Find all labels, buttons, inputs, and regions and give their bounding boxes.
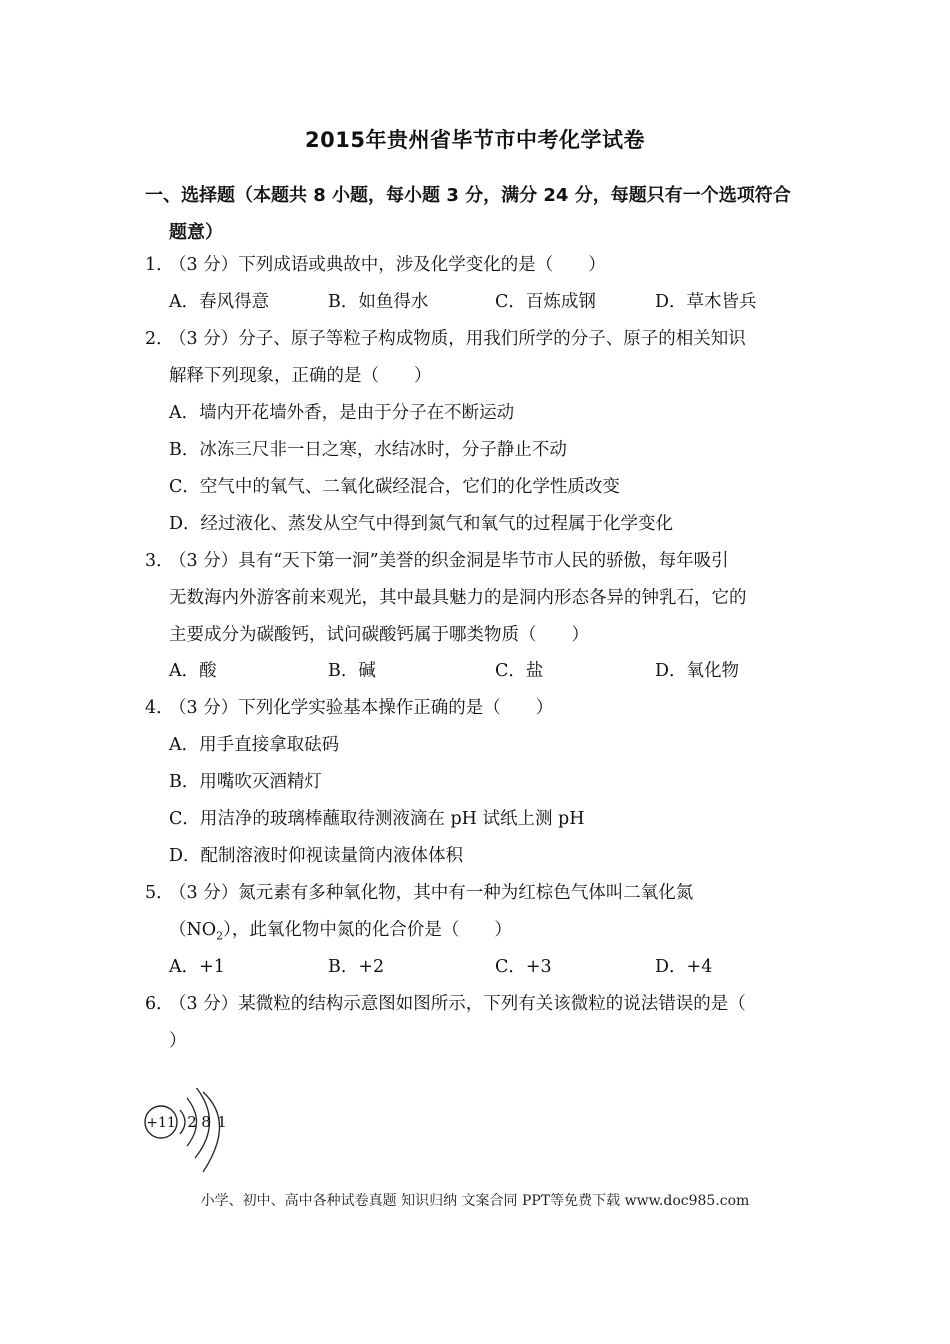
question-4	[145, 690, 815, 727]
page-footer[interactable]: 小学、初中、高中各种试卷真题 知识归纳 文案合同 PPT等免费下载 www.doc985.com	[200, 1193, 750, 1209]
option-b: B．用嘴吹灭酒精灯	[169, 772, 322, 792]
question-text: （3 分）下列化学实验基本操作正确的是（ ）	[169, 698, 554, 718]
option-b: B．如鱼得水	[328, 292, 429, 312]
option-a: A．酸	[169, 661, 217, 681]
question-number: 1．	[145, 255, 174, 275]
electron-shell-1	[180, 1110, 185, 1134]
option-c: C．百炼成钢	[495, 292, 596, 312]
question-text-continued: 解释下列现象，正确的是（ ）	[169, 366, 432, 386]
option-b: B．+2	[328, 957, 385, 977]
option-b: B．冰冻三尺非一日之寒，水结冰时，分子静止不动	[169, 440, 567, 460]
option-b: B．碱	[328, 661, 376, 681]
question-text-continued: 主要成分为碳酸钙，试问碳酸钙属于哪类物质（ ）	[169, 625, 589, 645]
option-a: A．用手直接拿取砝码	[169, 735, 340, 755]
question-text-continued: 无数海内外游客前来观光，其中最具魅力的是洞内形态各异的钟乳石，它的	[169, 588, 747, 608]
option-d: D．配制溶液时仰视读量筒内液体体积	[169, 846, 464, 866]
question-text: （3 分）分子、原子等粒子构成物质，用我们所学的分子、原子的相关知识	[169, 329, 746, 349]
question-3	[145, 543, 815, 654]
option-d: D．氧化物	[655, 661, 740, 681]
option-c: C．空气中的氧气、二氧化碳经混合，它们的化学性质改变	[169, 477, 620, 497]
option-d: D．+4	[655, 957, 713, 977]
question-text: （3 分）某微粒的结构示意图如图所示，下列有关该微粒的说法错误的是（	[169, 994, 746, 1014]
option-d: D．草木皆兵	[655, 292, 757, 312]
shell-1-electrons: 2	[187, 1113, 197, 1131]
option-c: C．用洁净的玻璃棒蘸取待测液滴在 pH 试纸上测 pH	[169, 809, 585, 829]
question-number: 4．	[145, 698, 174, 718]
option-a: A．春风得意	[169, 292, 270, 312]
question-2	[145, 321, 815, 395]
option-d: D．经过液化、蒸发从空气中得到氮气和氧气的过程属于化学变化	[169, 514, 674, 534]
question-number: 2．	[145, 329, 174, 349]
section-heading-line-2: 题意）	[169, 222, 223, 243]
question-text: （3 分）氮元素有多种氧化物，其中有一种为红棕色气体叫二氧化氮	[169, 883, 694, 903]
question-number: 5．	[145, 883, 174, 903]
section-heading-line-1: 一、选择题（本题共 8 小题，每小题 3 分，满分 24 分，每题只有一个选项符合	[145, 185, 791, 206]
question-6	[145, 986, 815, 1060]
question-text: （3 分）具有“天下第一洞”美誉的织金洞是毕节市人民的骄傲，每年吸引	[169, 551, 729, 571]
question-number: 3．	[145, 551, 174, 571]
page-title: 2015年贵州省毕节市中考化学试卷	[305, 128, 645, 152]
question-5	[145, 875, 815, 955]
option-a: A．+1	[169, 957, 225, 977]
question-1	[145, 247, 815, 284]
shell-3-electrons: 1	[217, 1113, 227, 1131]
question-text: （3 分）下列成语或典故中，涉及化学变化的是（ ）	[169, 255, 606, 275]
option-c: C．+3	[495, 957, 552, 977]
question-number: 6．	[145, 994, 174, 1014]
section-heading	[145, 177, 825, 251]
shell-2-electrons: 8	[201, 1113, 211, 1131]
nucleus-charge: +11	[146, 1115, 176, 1131]
question-text-continued: $(NO_2)$，此氧化物中氮的化合价是（ ）	[169, 920, 512, 943]
option-a: A．墙内开花墙外香，是由于分子在不断运动	[169, 403, 515, 423]
option-c: C．盐	[495, 661, 544, 681]
question-text-continued: ）	[169, 1031, 187, 1051]
atom-structure-diagram	[140, 1088, 250, 1178]
